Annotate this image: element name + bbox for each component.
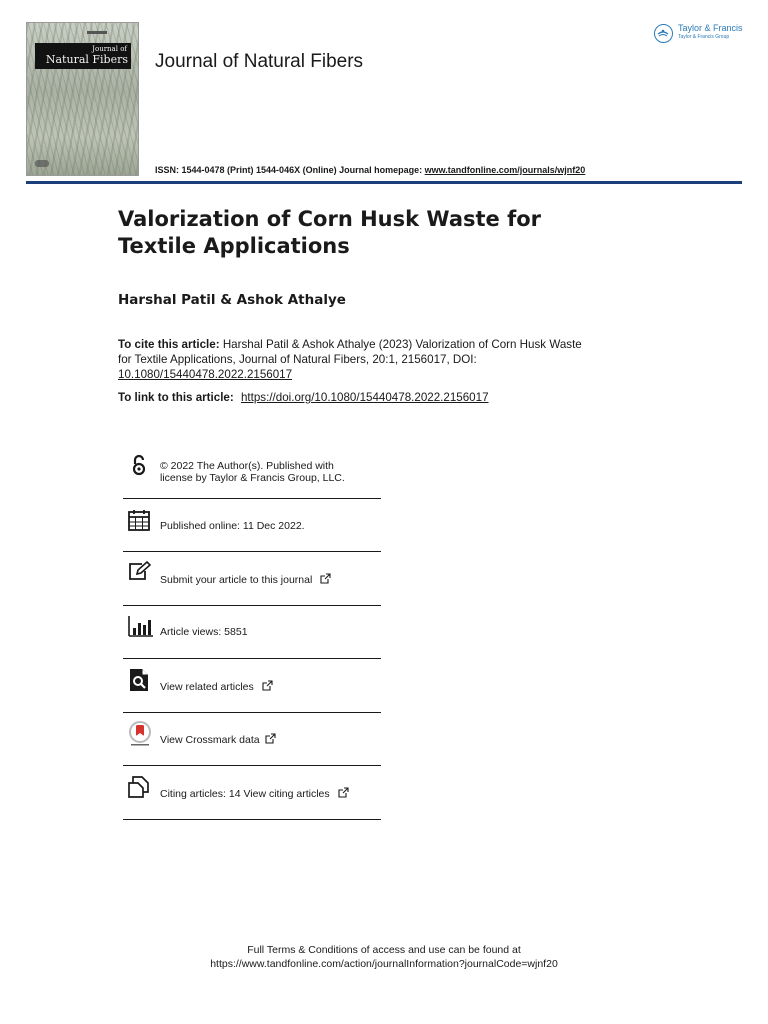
citing-articles-label: Citing articles: 14 View citing articles: [160, 788, 330, 800]
publisher-logo[interactable]: [654, 22, 750, 48]
related-articles-label: View related articles: [160, 681, 254, 693]
citation-doi-link[interactable]: 10.1080/15440478.2022.2156017: [118, 368, 293, 381]
license-line1: © 2022 The Author(s). Published with: [160, 460, 334, 472]
edit-icon: [127, 560, 151, 584]
views-row: [123, 606, 381, 659]
cover-publisher-seal: [35, 160, 49, 167]
citation-block: [118, 337, 588, 382]
license-line2: license by Taylor & Francis Group, LLC.: [160, 472, 345, 484]
calendar-icon: [127, 508, 151, 532]
cover-title-line1: Journal of: [92, 45, 127, 53]
related-articles-link[interactable]: [160, 680, 273, 693]
cover-title-band: [35, 43, 131, 69]
article-link-label: To link to this article:: [118, 391, 234, 404]
submit-article-link[interactable]: [160, 573, 331, 586]
article-views: Article views: 5851: [160, 626, 248, 638]
article-doi-url[interactable]: https://doi.org/10.1080/15440478.2022.2156017: [240, 391, 489, 404]
citing-row[interactable]: [123, 766, 381, 820]
submit-row[interactable]: [123, 552, 381, 606]
crossmark-link[interactable]: [160, 733, 276, 746]
cover-issn-mark: [87, 31, 107, 34]
submit-article-label: Submit your article to this journal: [160, 574, 313, 586]
bar-chart-icon: [127, 614, 151, 638]
header-divider: [26, 181, 742, 184]
crossmark-icon: [127, 721, 151, 745]
publisher-logo-icon: [654, 24, 673, 43]
published-row: [123, 499, 381, 552]
terms-line1: Full Terms & Conditions of access and use can be found at: [247, 944, 521, 956]
external-link-icon: [338, 787, 349, 798]
citing-articles-link[interactable]: [160, 787, 349, 800]
journal-homepage-link[interactable]: www.tandfonline.com/journals/wjnf20: [424, 165, 586, 175]
related-articles-icon: [127, 668, 151, 692]
terms-url[interactable]: https://www.tandfonline.com/action/journalInformation?journalCode=wjnf20: [210, 958, 558, 970]
published-date: Published online: 11 Dec 2022.: [160, 520, 305, 532]
article-info-list: [123, 446, 381, 820]
journal-title: Journal of Natural Fibers: [155, 51, 364, 72]
article-authors: Harshal Patil & Ashok Athalye: [118, 292, 346, 308]
publisher-tagline: Taylor & Francis Group: [678, 34, 730, 40]
external-link-icon: [265, 733, 276, 744]
journal-cover-image: [26, 22, 139, 176]
terms-footer: [0, 943, 768, 971]
issn-text: ISSN: 1544-0478 (Print) 1544-046X (Online) Journal homepage:: [155, 165, 423, 175]
crossmark-label: View Crossmark data: [160, 734, 260, 746]
article-title: Valorization of Corn Husk Waste for Textile Applications: [118, 207, 542, 258]
article-link-line: [118, 391, 489, 404]
publisher-name: Taylor & Francis: [678, 23, 743, 33]
license-row: [123, 446, 381, 499]
citing-articles-icon: [127, 775, 151, 799]
crossmark-row[interactable]: [123, 713, 381, 766]
issn-line: [155, 165, 585, 175]
citation-text: Harshal Patil & Ashok Athalye (2023) Valorization of Corn Husk Waste for Textile Applications, Journal of Natural Fibers, 20:1, 2156017, DOI:: [118, 338, 582, 366]
citation-label: To cite this article:: [118, 338, 220, 351]
open-access-icon: [127, 454, 151, 478]
external-link-icon: [262, 680, 273, 691]
cover-title-line2: Natural Fibers: [45, 53, 128, 66]
external-link-icon: [320, 573, 331, 584]
license-text: [160, 460, 345, 484]
related-row[interactable]: [123, 659, 381, 713]
